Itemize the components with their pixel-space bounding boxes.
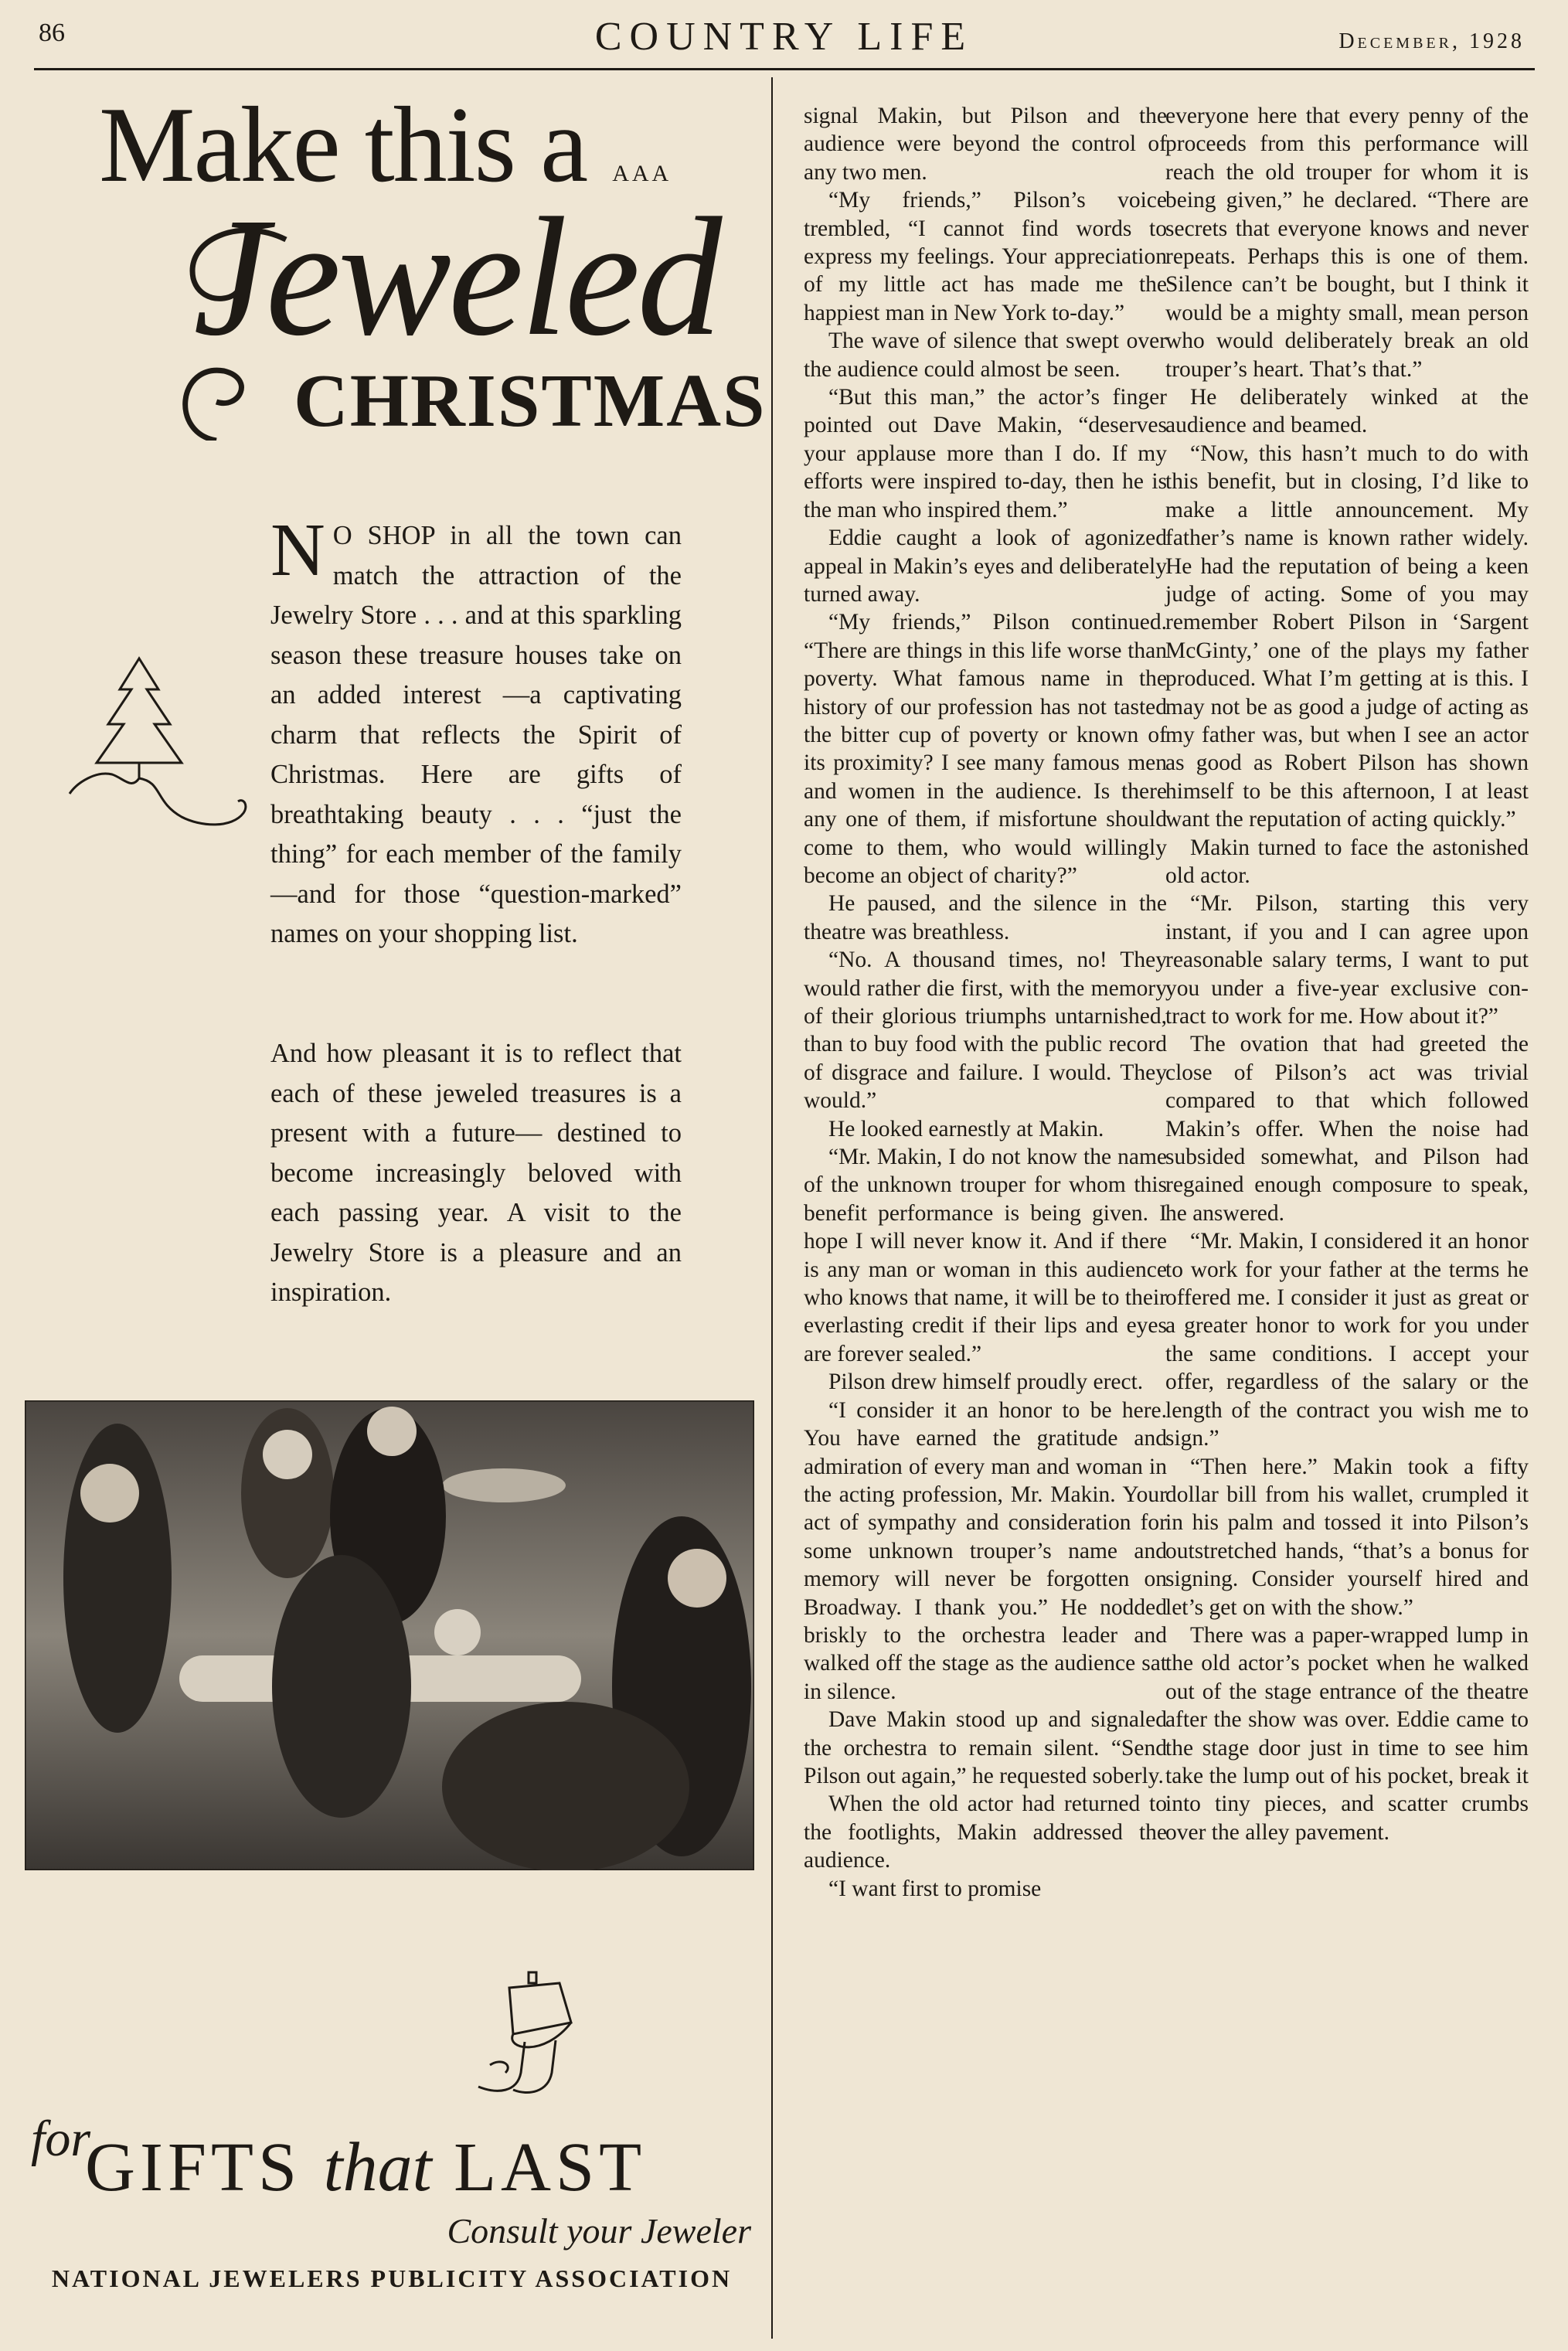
story-paragraph: Pilson drew himself proudly erect. bbox=[828, 1369, 1144, 1395]
story-paragraph: “No. A thousand times, no! They would rather die first, with the memory of their glorious triumphs untarnished, than to buy food with the public record of disgrace and failure. I would. They would.” bbox=[804, 948, 1167, 1114]
dinner-party-illustration bbox=[25, 1400, 754, 1870]
tagline-gifts: GIFTS bbox=[85, 2129, 302, 2206]
page-number: 86 bbox=[39, 19, 65, 47]
column-rule bbox=[771, 77, 773, 2339]
child bbox=[434, 1609, 481, 1655]
ad-body-paragraph-1-text: O SHOP in all the town can match the attraction of the Jewelry Store . . . and at this sparkling season these treasure houses take on an added interest —a captivating charm that reflects the Spirit of Christmas. Here are gifts of breathtaking beauty . . . “just the thing” for each member of the family—and for those “question-marked” names on your shopping list. bbox=[270, 521, 682, 948]
story-paragraph: “Now, this hasn’t much to do with this benefit, but in closing, I’d like to make a little announcement. My father’s name is known rather widely. He had the reputation of being a keen judge of acting. Some of you may remember Robert Pilson in ‘Sargent McGinty,’ one of the plays my father produced. What I’m getting at is this. I may not be as good a judge of acting as my father was, but when I see an actor as good as Robert Pilson has shown himself to be this afternoon, I at least want the reputation of acting quickly.” bbox=[1165, 441, 1529, 832]
issue-date: December, 1928 bbox=[1338, 29, 1525, 53]
story-paragraph: The wave of silence that swept over the audience could almost be seen. bbox=[804, 328, 1167, 382]
story-paragraph: Eddie caught a look of agonized appeal in Makin’s eyes and deliberately turned away. bbox=[804, 526, 1167, 607]
association-name: NATIONAL JEWELERS PUBLICITY ASSOCIATION bbox=[51, 2264, 733, 2292]
story-paragraph: “My friends,” Pilson continued. “There are things in this life worse than poverty. What famous name in the history of our profession has not tasted the bitter cup of poverty or known of its proximity? I see many famous men and women in the audience. Is there any one of them, if misfortune should come to them, who would willingly become an object of charity?” bbox=[804, 610, 1167, 888]
headline-make-this-a: Make this a bbox=[99, 85, 587, 205]
story-paragraph: The ovation that had greeted the close of Pilson’s act was trivial compared to that which followed Makin’s offer. When the noise had subsided somewhat, and Pilson had regained enough composure to speak, he answered. bbox=[1165, 1032, 1529, 1226]
story-column-2 bbox=[1165, 102, 1529, 1846]
story-paragraph: signal Makin, but Pilson and the audience were beyond the control of any two men. bbox=[804, 104, 1167, 185]
header-rule bbox=[34, 68, 1535, 70]
headline-ornament: AAA bbox=[612, 161, 672, 186]
story-paragraph: “Mr. Makin, I considered it an honor to work for your father at the terms he offered me. I consider it just as great or a greater honor to work for you under the same conditions. I accept your offer, regardless of the salary or the length of the contract you wish me to sign.” bbox=[1165, 1229, 1529, 1451]
story-paragraph: There was a paper-wrapped lump in the old actor’s pocket when he walked out of the stage entrance of the theatre after the show was over. Eddie came to the stage door just in time to see him take the lump out of his pocket, break it into tiny pieces, and scatter crumbs over the alley pavement. bbox=[1165, 1622, 1529, 1845]
magazine-title: COUNTRY LIFE bbox=[594, 15, 974, 59]
drop-cap: N bbox=[270, 509, 325, 592]
consult-jeweler: Consult your Jeweler bbox=[447, 2211, 751, 2251]
armchair bbox=[442, 1702, 689, 1870]
tagline bbox=[85, 2129, 647, 2206]
tagline-last: LAST bbox=[454, 2129, 647, 2206]
story-column-1 bbox=[804, 102, 1167, 1903]
story-paragraph: “Mr. Makin, I do not know the name of the unknown trouper for whom this benefit performance is being given. I hope I will never know it. And if there is any man or woman in this audience who knows that name, it will be to their everlasting credit if their lips and eyes are forever sealed.” bbox=[804, 1145, 1167, 1366]
tagline-that: that bbox=[323, 2129, 432, 2206]
tagline-for: for bbox=[31, 2111, 91, 2167]
christmas-tree-icon bbox=[54, 651, 255, 836]
story-paragraph: “Mr. Pilson, starting this very instant, if you and I can agree upon reasonable salary terms, I want to put you under a five-year exclusive contract to work for me. How about it?” bbox=[1165, 891, 1529, 1029]
story-paragraph: When the old actor had returned to the footlights, Makin addressed the audience. bbox=[804, 1791, 1167, 1873]
jewel-box-icon bbox=[467, 1949, 621, 2104]
story-paragraph: “Then here.” Makin took a fifty dollar bill from his wallet, crumpled it in his palm and tossed it into Pilson’s outstretched hands, “that’s a bonus for signing. Consider yourself hired and let’s get on with the show.” bbox=[1165, 1454, 1529, 1620]
story-paragraph: Makin turned to face the astonished old actor. bbox=[1165, 835, 1529, 888]
story-paragraph: everyone here that every penny of the proceeds from this performance will reach the old trouper for whom it is being given,” he declared. “There are secrets that everyone knows and never repeats. Perhaps this is one of them. Silence can’t be bought, but I think it would be a mighty small, mean person who would deliberately break an old trouper’s heart. That’s that.” bbox=[1165, 104, 1529, 382]
headline-christmas: CHRISTMAS bbox=[294, 359, 767, 443]
mantel-clock bbox=[442, 1468, 566, 1502]
story-paragraph: “I consider it an honor to be here. You have earned the gratitude and admiration of every man and woman in the acting profession, Mr. Makin. Your act of sympathy and consideration for some unknown trouper’s name and memory will never be forgotten on Broadway. I thank you.” He nodded briskly to the orchestra leader and walked off the stage as the audience sat in silence. bbox=[804, 1397, 1167, 1704]
story-paragraph: He paused, and the silence in the theatre was breathless. bbox=[804, 891, 1167, 944]
woman-back-view bbox=[272, 1555, 411, 1818]
story-paragraph: He deliberately winked at the audience and beamed. bbox=[1165, 385, 1529, 438]
ad-body-paragraph-1 bbox=[270, 509, 682, 954]
ad-body-paragraph-2: And how pleasant it is to reflect that each of these jeweled treasures is a present with a future— destined to become increasingly beloved with each passing year. A visit to the Jewelry Store is a pleasure and an inspiration. bbox=[270, 1039, 682, 1307]
story-paragraph: “My friends,” Pilson’s voice trembled, “I cannot find words to express my feelings. Your appreciation of my little act has made me the happiest man in New York to-day.” bbox=[804, 188, 1167, 325]
story-paragraph: Dave Makin stood up and signaled the orchestra to remain silent. “Send Pilson out again,” he requested soberly. bbox=[804, 1707, 1167, 1788]
headline-jeweled: Jeweled bbox=[193, 182, 719, 371]
story-paragraph: He looked earnestly at Makin. bbox=[828, 1116, 1104, 1141]
story-paragraph: “I want first to promise bbox=[828, 1876, 1042, 1901]
story-paragraph: “But this man,” the actor’s finger pointed out Dave Makin, “deserves your applause more than I do. If my efforts were inspired to-day, then he is the man who inspired them.” bbox=[804, 385, 1167, 522]
